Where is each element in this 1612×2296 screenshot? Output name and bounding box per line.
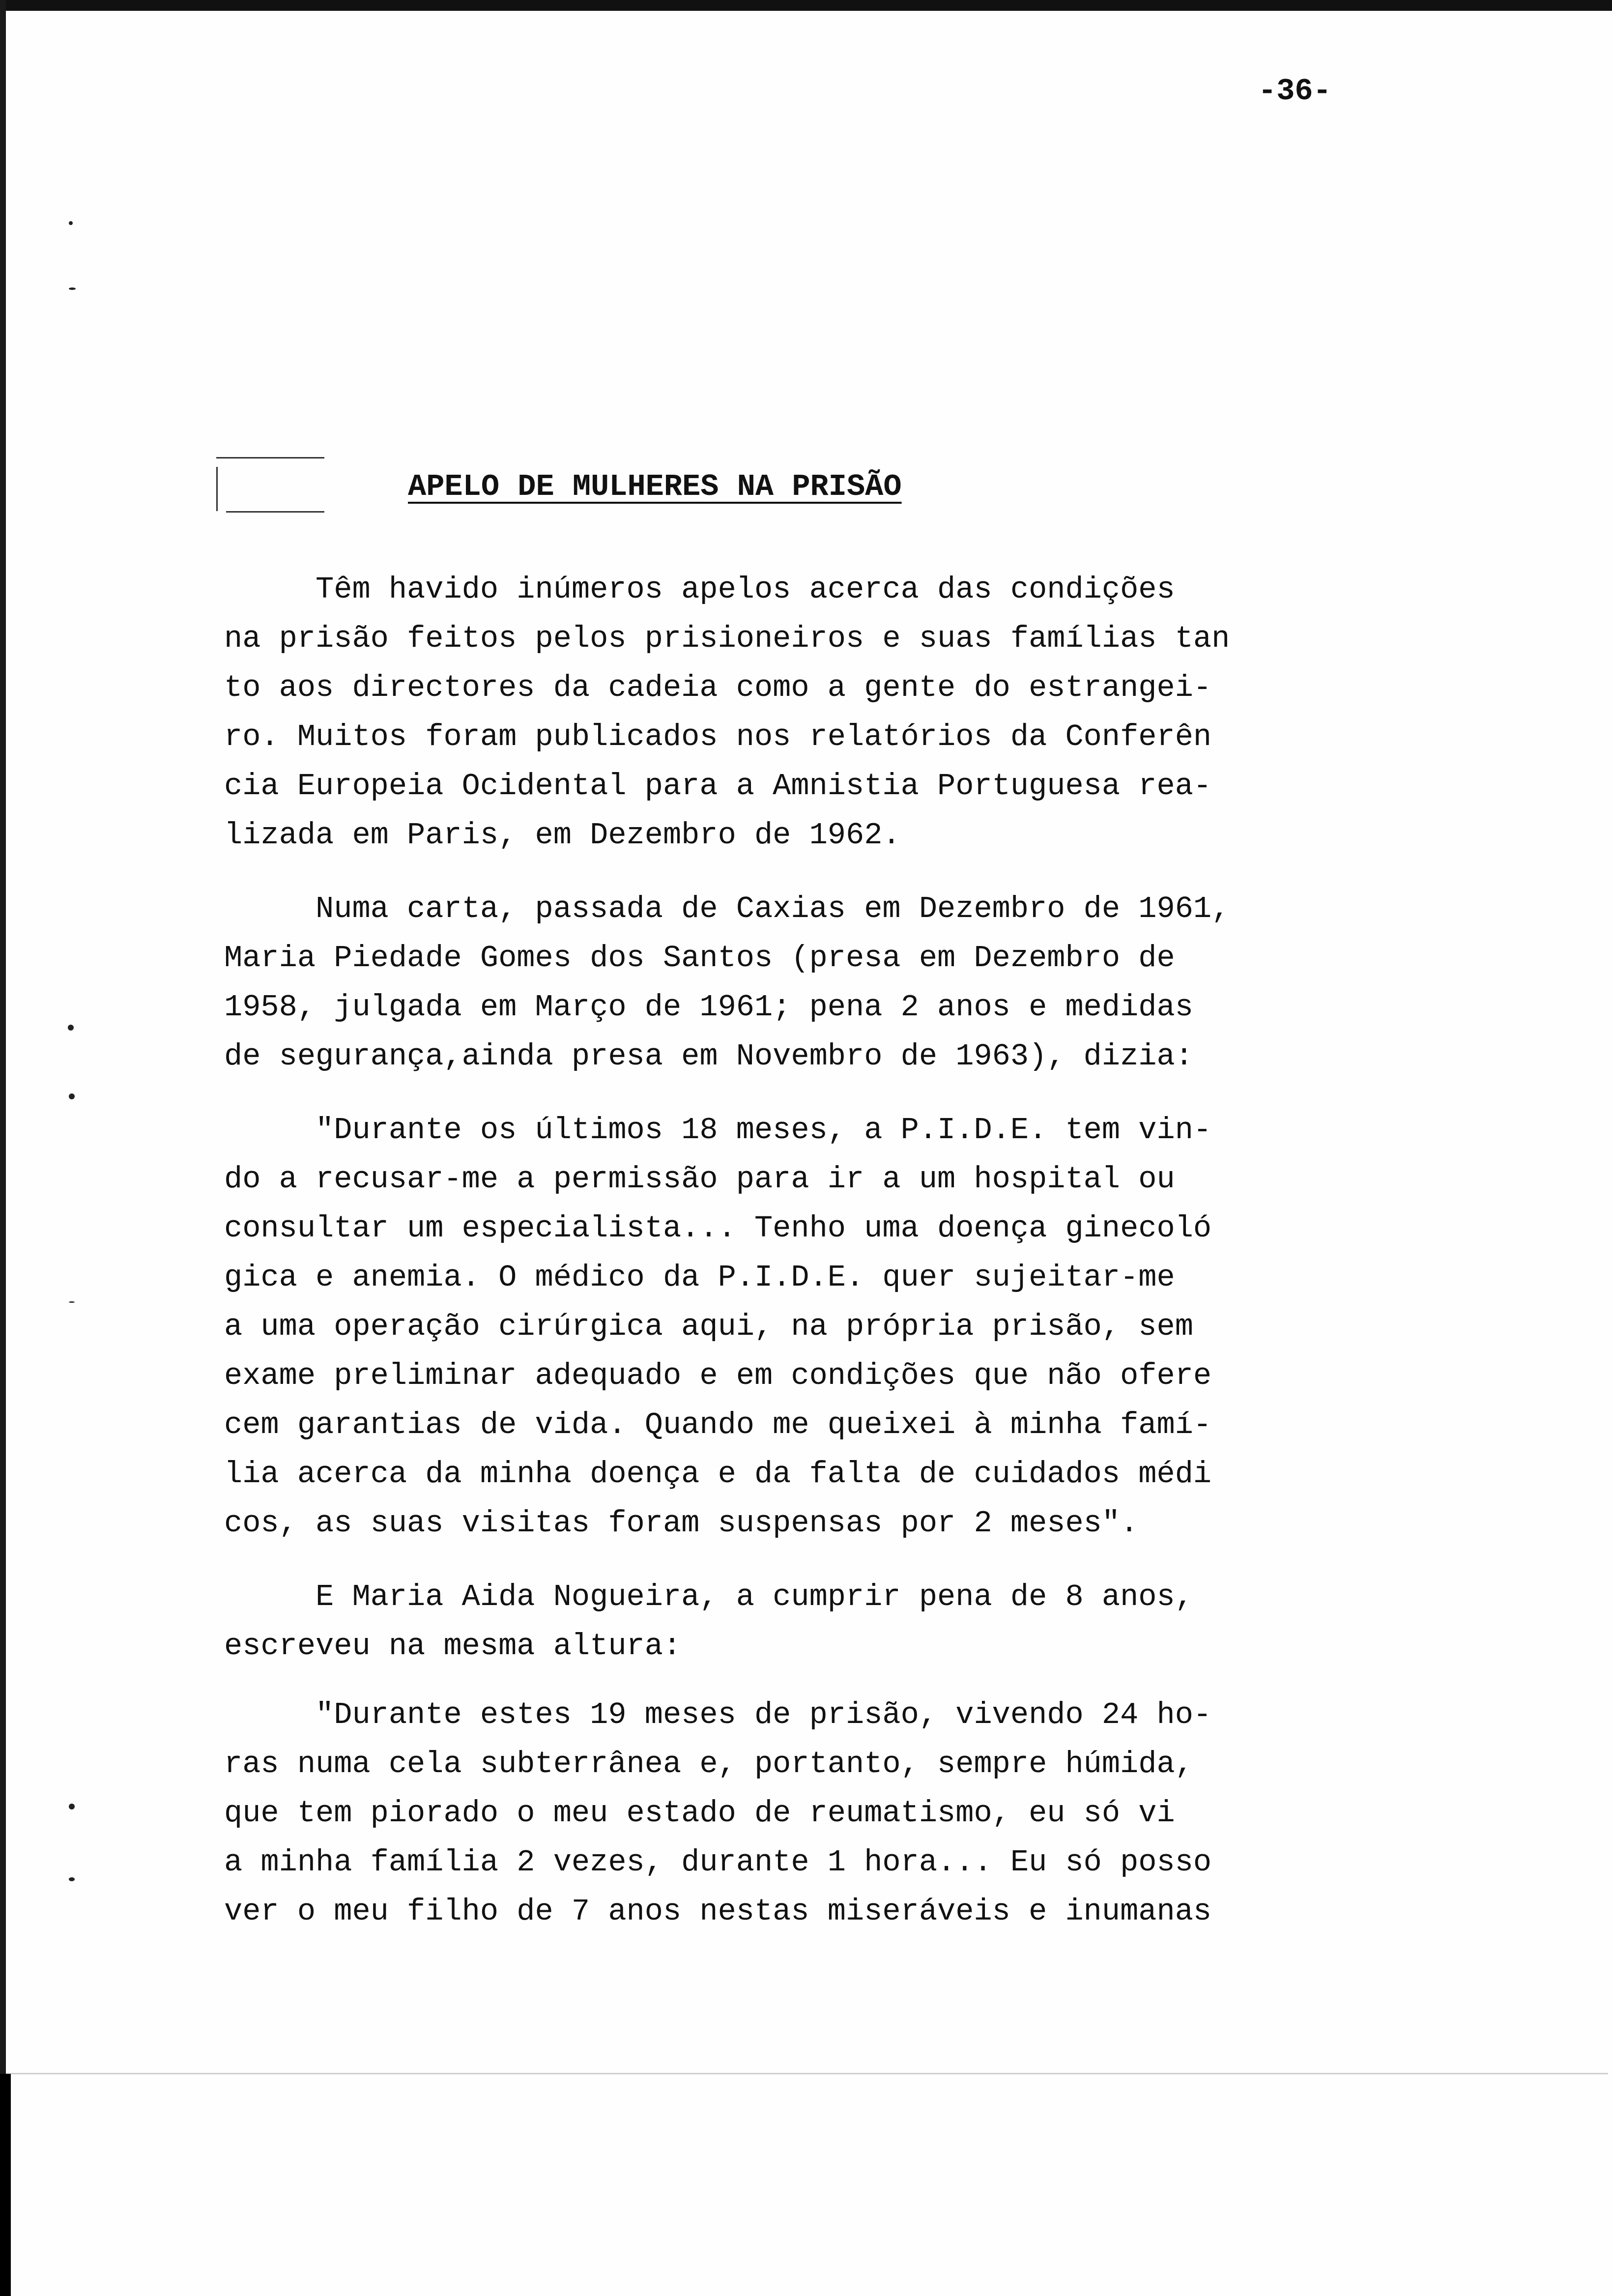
text-line: consultar um especialista... Tenho uma doença ginecoló — [224, 1211, 1212, 1246]
margin-speck — [69, 1093, 75, 1099]
text-line: na prisão feitos pelos prisioneiros e suas famílias tan — [224, 621, 1230, 656]
paragraph-aida-intro — [224, 1573, 1315, 1671]
scan-bottom-left-edge — [0, 2074, 11, 2296]
text-line: a minha família 2 vezes, durante 1 hora... Eu só posso — [224, 1845, 1212, 1880]
quote-aida — [224, 1691, 1315, 1936]
text-line: ras numa cela subterrânea e, portanto, sempre húmida, — [224, 1747, 1193, 1781]
text-line: "Durante estes 19 meses de prisão, vivendo 24 ho- — [224, 1697, 1212, 1732]
text-line: 1958, julgada em Março de 1961; pena 2 anos e medidas — [224, 990, 1193, 1025]
scan-top-edge — [0, 0, 1612, 11]
text-line: de segurança,ainda presa em Novembro de 1963), dizia: — [224, 1039, 1193, 1074]
quote-piedade — [224, 1106, 1315, 1548]
text-line: que tem piorado o meu estado de reumatismo, eu só vi — [224, 1796, 1175, 1831]
page-number: -36- — [1258, 74, 1331, 109]
scan-left-edge — [0, 0, 6, 2296]
text-line: cia Europeia Ocidental para a Amnistia Portuguesa rea- — [224, 769, 1212, 804]
paragraph-intro — [224, 565, 1315, 860]
scan-bottom-rule — [6, 2073, 1608, 2074]
text-line: gica e anemia. O médico da P.I.D.E. quer sujeitar-me — [224, 1260, 1175, 1295]
text-line: Têm havido inúmeros apelos acerca das condições — [224, 572, 1175, 607]
text-line: E Maria Aida Nogueira, a cumprir pena de 8 anos, — [224, 1579, 1193, 1614]
text-line: a uma operação cirúrgica aqui, na própria prisão, sem — [224, 1309, 1193, 1344]
paragraph-letter-intro — [224, 885, 1315, 1081]
margin-speck — [69, 287, 76, 290]
text-line: Numa carta, passada de Caxias em Dezembro de 1961, — [224, 891, 1230, 926]
text-line: lizada em Paris, em Dezembro de 1962. — [224, 818, 901, 853]
margin-speck — [68, 1025, 74, 1031]
text-line: to aos directores da cadeia como a gente do estrangei- — [224, 670, 1212, 705]
text-line: ver o meu filho de 7 anos nestas miseráveis e inumanas — [224, 1894, 1212, 1929]
margin-speck — [69, 1301, 75, 1303]
text-line: Maria Piedade Gomes dos Santos (presa em Dezembro de — [224, 941, 1175, 976]
text-line: do a recusar-me a permissão para ir a um hospital ou — [224, 1162, 1175, 1197]
text-line: ro. Muitos foram publicados nos relatórios da Conferên — [224, 719, 1212, 754]
section-heading: APELO DE MULHERES NA PRISÃO — [408, 469, 902, 504]
heading-margin-bracket — [216, 457, 324, 511]
margin-speck — [69, 1877, 75, 1881]
text-line: exame preliminar adequado e em condições que não ofere — [224, 1358, 1212, 1393]
text-line: "Durante os últimos 18 meses, a P.I.D.E. tem vin- — [224, 1113, 1212, 1148]
margin-speck — [69, 1804, 75, 1809]
text-line: lia acerca da minha doença e da falta de cuidados médi — [224, 1457, 1212, 1492]
margin-speck — [69, 221, 73, 225]
text-line: escreveu na mesma altura: — [224, 1629, 682, 1664]
text-line: cem garantias de vida. Quando me queixei à minha famí- — [224, 1407, 1212, 1442]
text-line: cos, as suas visitas foram suspensas por 2 meses". — [224, 1506, 1139, 1541]
